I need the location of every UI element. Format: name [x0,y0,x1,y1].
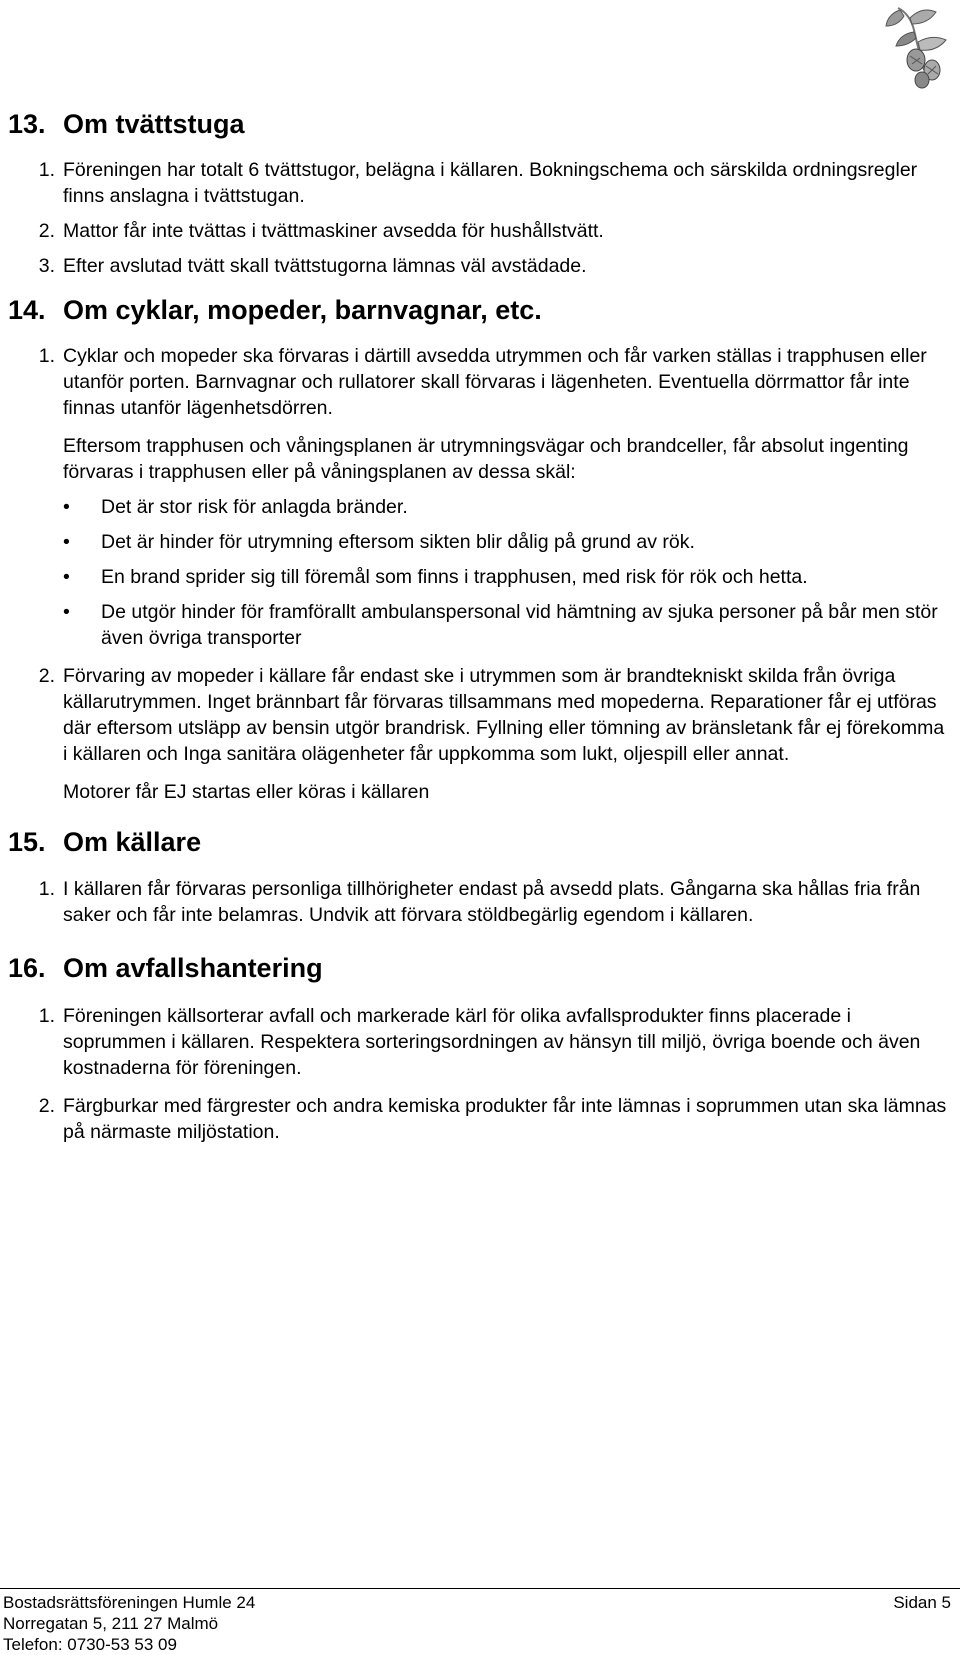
section-number: 15. [8,827,46,857]
footer-org-name: Bostadsrättsföreningen Humle 24 [3,1593,256,1612]
list-item [8,663,952,767]
section-number: 13. [8,109,46,139]
item-text: Förvaring av mopeder i källare får endast ske i utrymmen som är brandtekniskt skilda från övriga källarutrymmen. Inget brännbart får förvaras tillsammans med mopederna. Reparationer får ej utföras där eftersom utsläpp av bensin utgör brandrisk. Fyllning eller tömning av bränsletank får ej förekomma i källaren och Inga sanitära olägenheter får uppkomma som lukt, oljespill eller annat. [63,665,945,765]
bullet-text: De utgör hinder för framförallt ambulanspersonal vid hämtning av sjuka personer på bår men stör även övriga transporter [101,601,938,649]
bullet-item [63,564,952,590]
list-item [8,253,952,279]
footer-address [3,1592,255,1655]
item-number: 1. [38,878,55,900]
bullet-list [63,494,952,651]
section-title: Om avfallshantering [63,953,323,983]
paragraph: Eftersom trapphusen och våningsplanen är utrymningsvägar och brandceller, får absolut ingenting förvaras i trapphusen eller på våningsplanen av dessa skäl: [63,435,909,483]
bullet-item [63,529,952,555]
item-text: Föreningen har totalt 6 tvättstugor, belägna i källaren. Bokningschema och särskilda ordningsregler finns anslagna i tvättstugan. [63,159,918,207]
item-text: Efter avslutad tvätt skall tvättstugorna lämnas väl avstädade. [63,255,587,277]
page-footer [0,1588,960,1654]
section-title: Om källare [63,827,202,857]
bullet-text: Det är stor risk för anlagda bränder. [101,496,408,518]
footer-phone: Telefon: 0730-53 53 09 [3,1635,177,1654]
item-number: 2. [38,665,55,687]
item-number: 2. [38,220,55,242]
section-title: Om tvättstuga [63,109,245,139]
bullet-text: Det är hinder för utrymning eftersom sikten blir dålig på grund av rök. [101,531,695,553]
section-13-heading [8,108,952,140]
item-number: 3. [38,255,55,277]
section-15-heading [8,826,952,858]
item-text: Föreningen källsorterar avfall och markerade kärl för olika avfallsprodukter finns placerade i soprummen i källaren. Respektera sorteringsordningen av hänsyn till miljö, övriga boende och även kostnaderna för föreningen. [63,1005,921,1079]
bullet-icon: • [63,566,70,588]
list-item [8,343,952,421]
leaf-plant-icon [880,0,960,90]
item-text: I källaren får förvaras personliga tillhörigheter endast på avsedd plats. Gångarna ska hållas fria från saker och får inte belamras. Undvik att förvara stöldbegärlig egendom i källaren. [63,878,921,926]
item-number: 1. [38,159,55,181]
bullet-icon: • [63,601,70,623]
item-text: Cyklar och mopeder ska förvaras i därtill avsedda utrymmen och får varken ställas i trapphusen eller utanför porten. Barnvagnar och rullatorer skall förvaras i lägenheten. Eventuella dörrmattor får inte finnas utanför lägenhetsdörren. [63,345,927,419]
bullet-item [63,599,952,651]
list-item [8,1093,952,1145]
section-16-heading [8,952,952,984]
bullet-text: En brand sprider sig till föremål som finns i trapphusen, med risk för rök och hetta. [101,566,808,588]
list-item [8,876,952,928]
bullet-icon: • [63,531,70,553]
bullet-icon: • [63,496,70,518]
footer-street: Norregatan 5, 211 27 Malmö [3,1614,219,1633]
bullet-item [63,494,952,520]
list-item [8,218,952,244]
item-number: 1. [38,345,55,367]
item-text: Mattor får inte tvättas i tvättmaskiner avsedda för hushållstvätt. [63,220,604,242]
paragraph: Motorer får EJ startas eller köras i källaren [63,781,430,803]
list-item [8,1003,952,1081]
page-number: Sidan 5 [893,1593,951,1612]
section-title: Om cyklar, mopeder, barnvagnar, etc. [63,295,542,325]
item-number: 1. [38,1005,55,1027]
list-item [8,157,952,209]
section-14-heading [8,294,952,326]
item-text: Färgburkar med färgrester och andra kemiska produkter får inte lämnas i soprummen utan ska lämnas på närmaste miljöstation. [63,1095,947,1143]
section-number: 14. [8,295,46,325]
section-number: 16. [8,953,46,983]
document-body [8,108,952,1145]
item-number: 2. [38,1095,55,1117]
